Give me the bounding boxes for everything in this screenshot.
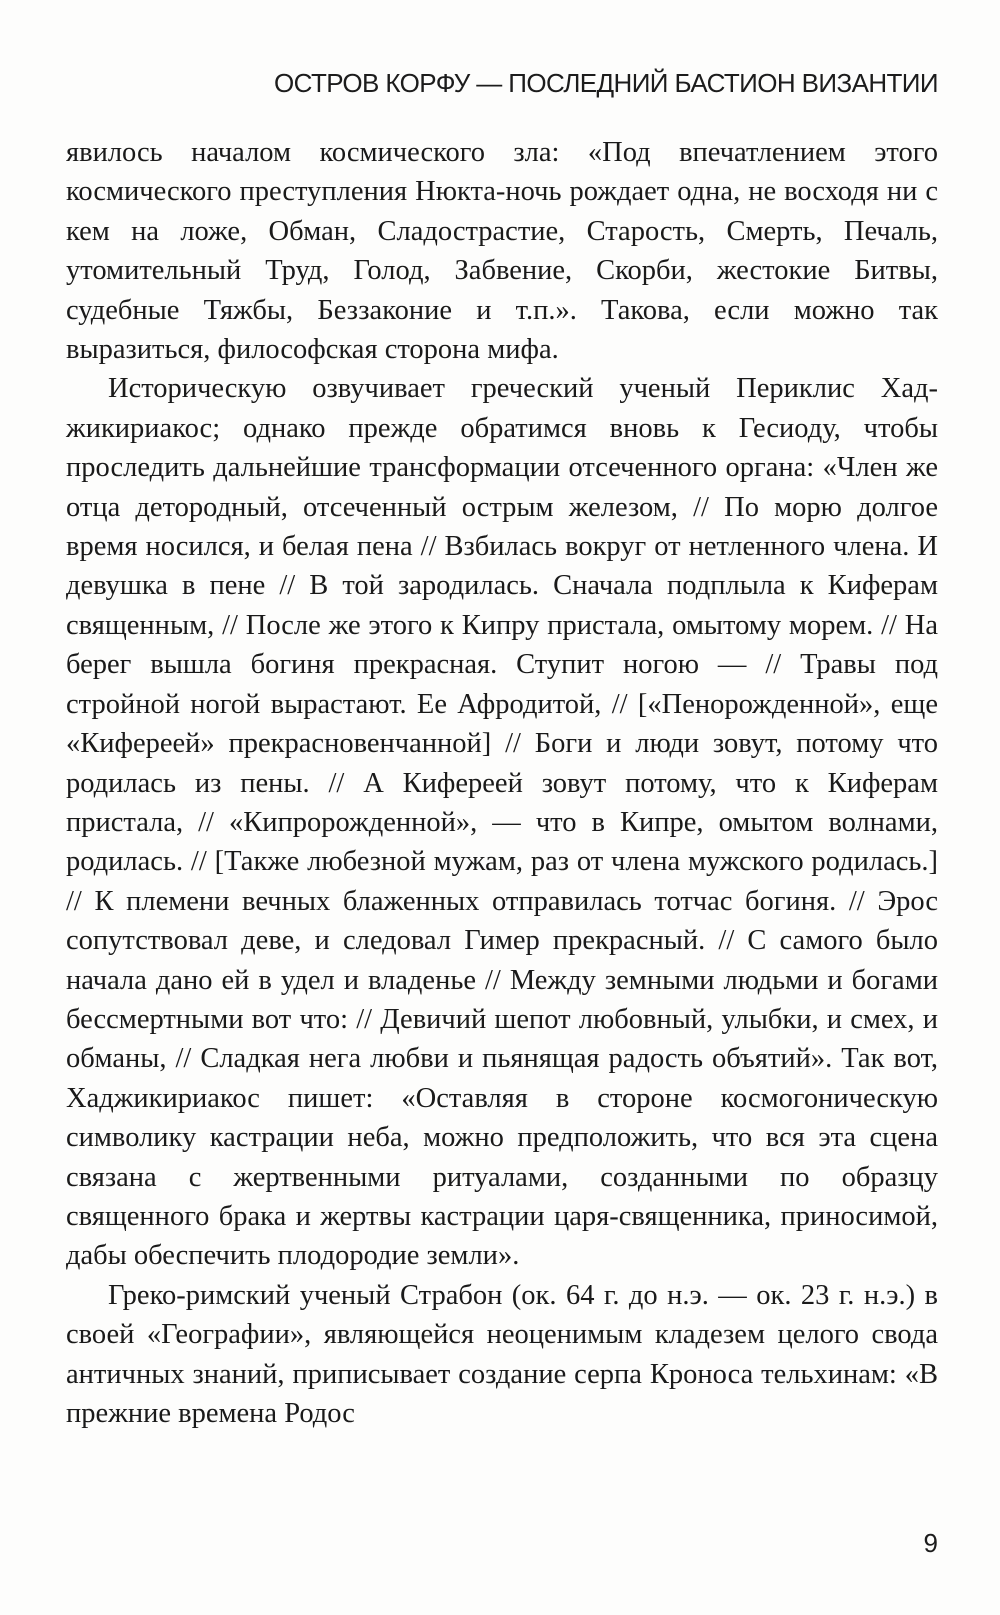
paragraph-continuation: явилось началом космического зла: «Под впечатлением этого космического преступления Нюкта-ночь рождает одна, не восходя ни с кем на ложе, Обман, Сладострастие, Старость, Смерть, Печаль, утомительный Труд, Голод, Забвение, Скорби, жестокие Битвы, судебные Тяжбы, Беззаконие и т.п.». Такова, если можно так выразиться, философская сторона мифа. bbox=[66, 137, 938, 366]
page-number: 9 bbox=[923, 1528, 938, 1558]
running-title: ОСТРОВ КОРФУ — ПОСЛЕДНИЙ БАСТИОН ВИЗАНТИИ bbox=[274, 68, 938, 98]
paragraph-historical: Историческую озвучивает греческий ученый Периклис Хаджикириакос; однако прежде обратимся вновь к Гесиоду, чтобы проследить дальнейшие трансформации отсеченного органа: «Член же отца детородный, отсеченный острым железом, // По морю долгое время носился, и белая пена // Взбилась вокруг от нетленного члена. И девушка в пене // В той зародилась. Сначала подплыла к Киферам священным, // После же этого к Кипру пристала, омытому морем. // На берег вышла богиня прекрасная. Ступит ногою — // Травы под стройной ногой вырастают. Ее Афродитой, // [«Пенорожденной», еще «Кифереей» прекрасновенчанной] // Боги и люди зовут, потому что родилась из пены. // А Кифереей зовут потому, что к Киферам пристала, // «Кипророжденной», — что в Кипре, омытом волнами, родилась. // [Также любезной мужам, раз от члена мужского родилась.] // К племени вечных блаженных отправилась тотчас богиня. // Эрос сопутствовал деве, и следовал Гимер прекрасный. // С самого было начала дано ей в удел и владенье // Между земными людьми и богами бессмертными вот что: // Девичий шепот любовный, улыбки, и смех, и обманы, // Сладкая нега любви и пьянящая радость объятий». Так вот, Хаджикириакос пишет: «Оставляя в стороне космогоническую символику кастрации неба, можно предположить, что вся эта сцена связана с жертвенными ритуалами, созданными по образцу священного брака и жертвы кастрации царя-священника, приносимой, дабы обеспечить плодородие земли». bbox=[66, 373, 938, 1272]
paragraph-strabo: Греко-римский ученый Страбон (ок. 64 г. до н.э. — ок. 23 г. н.э.) в своей «Географии», являющейся неоценимым кладезем целого свода античных знаний, приписывает создание серпа Кроноса тельхинам: «В прежние времена Родос bbox=[66, 1279, 938, 1429]
body-text bbox=[66, 133, 938, 1433]
